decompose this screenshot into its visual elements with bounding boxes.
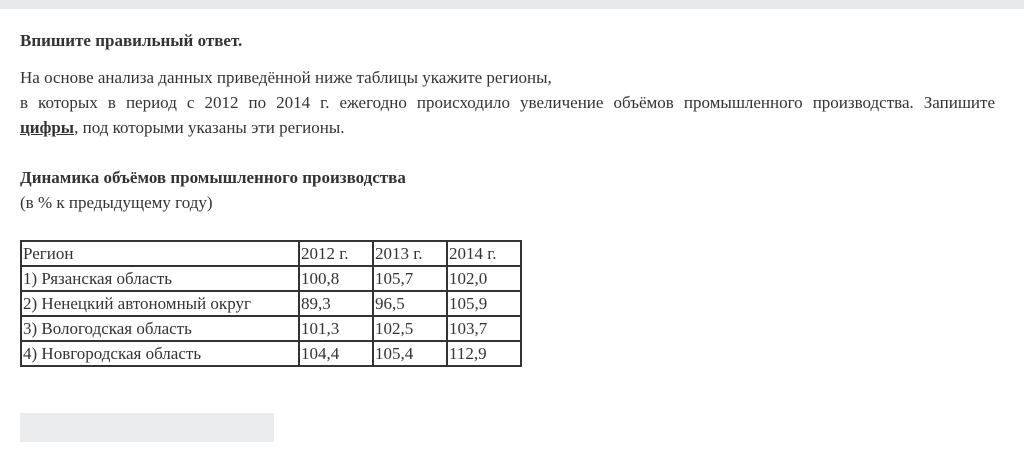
table-row [21,341,521,366]
table-row [21,291,521,316]
table-cell: 3) Вологодская область [21,316,299,341]
table-title: Динамика объёмов промышленного производства [20,168,406,187]
task-text [20,65,995,140]
table-cell: 1) Рязанская область [21,266,299,291]
table-cell: 104,4 [299,341,373,366]
table-cell: 102,0 [447,266,521,291]
table-cell: 112,9 [447,341,521,366]
question-content [20,28,995,367]
task-line-3-rest: , под которыми указаны эти регионы. [74,118,345,137]
table-cell: 105,7 [373,266,447,291]
instruction-text: Впишите правильный ответ. [20,31,243,50]
answer-input[interactable] [20,413,274,442]
table-cell: 105,4 [373,341,447,366]
task-emphasis: цифры [20,118,75,137]
header-cell: 2013 г. [373,241,447,266]
top-bar [0,0,1024,9]
table-subtitle: (в % к предыдущему году) [20,193,213,212]
table-cell: 4) Новгородская область [21,341,299,366]
table-cell: 100,8 [299,266,373,291]
table-cell: 96,5 [373,291,447,316]
table-row [21,266,521,291]
table-header-row [21,241,521,266]
table-cell: 102,5 [373,316,447,341]
task-line-3 [20,115,995,140]
header-cell: Регион [21,241,299,266]
table-cell: 2) Ненецкий автономный округ [21,291,299,316]
table-row [21,316,521,341]
task-line-1: На основе анализа данных приведённой ниже таблицы укажите регионы, [20,68,552,87]
data-table [20,240,522,367]
table-cell: 103,7 [447,316,521,341]
header-cell: 2012 г. [299,241,373,266]
table-cell: 89,3 [299,291,373,316]
table-cell: 101,3 [299,316,373,341]
header-cell: 2014 г. [447,241,521,266]
table-cell: 105,9 [447,291,521,316]
task-line-2: в которых в период с 2012 по 2014 г. ежегодно происходило увеличение объёмов промышленного производства. Запишите [20,93,995,112]
